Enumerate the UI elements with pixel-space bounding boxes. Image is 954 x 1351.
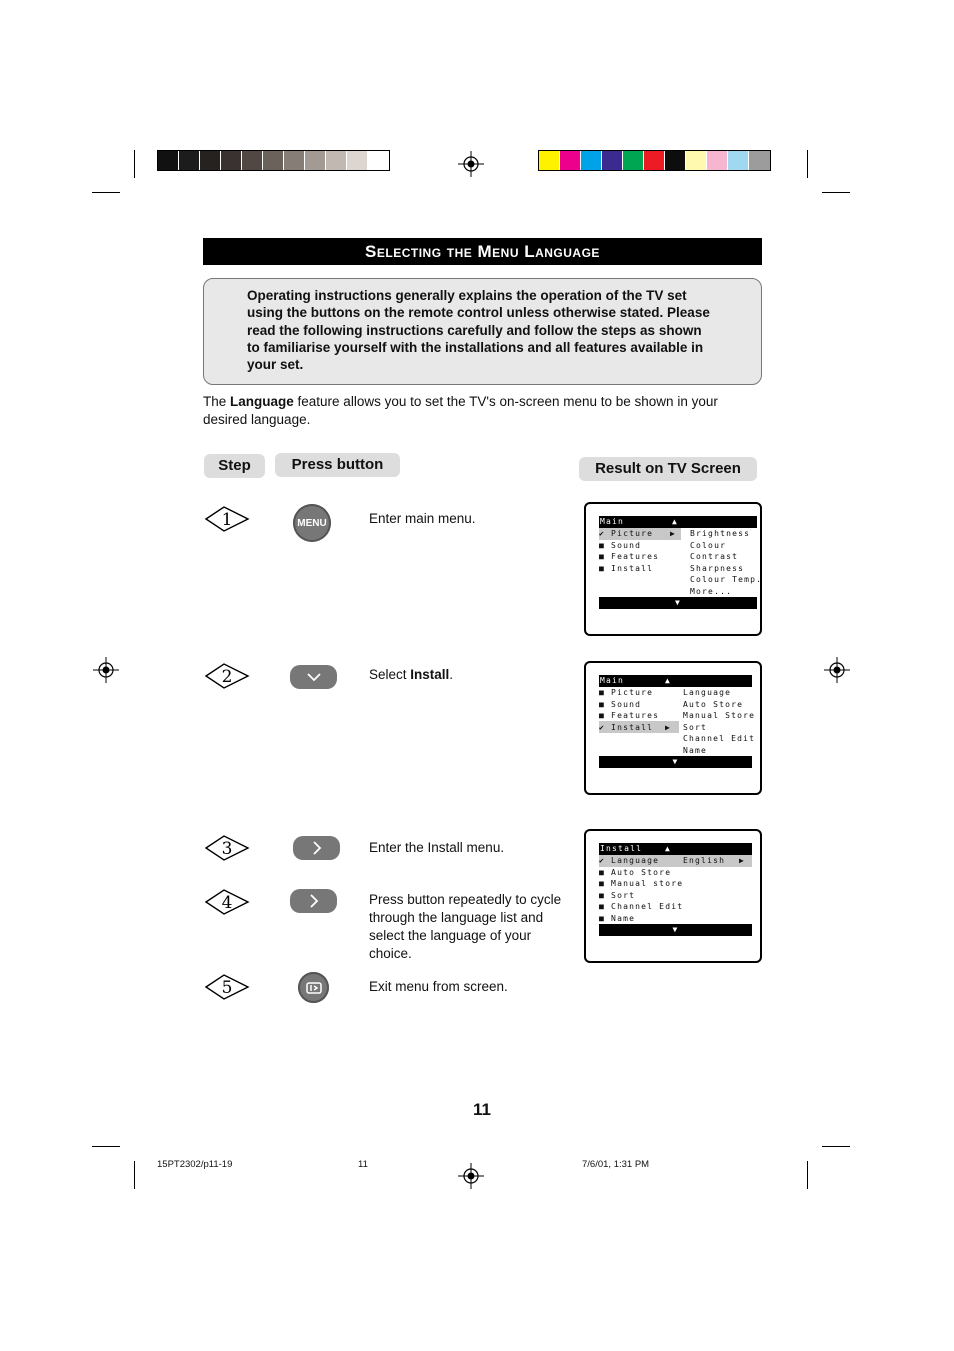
color-swatch bbox=[179, 151, 200, 170]
color-swatch bbox=[560, 151, 581, 170]
color-swatch bbox=[539, 151, 560, 170]
step-number-5 bbox=[204, 972, 250, 1002]
up-arrow-icon: ▲ bbox=[672, 517, 679, 526]
tv-screen-install-menu bbox=[584, 829, 762, 963]
color-swatch bbox=[200, 151, 221, 170]
up-arrow-icon: ▲ bbox=[665, 676, 672, 685]
exit-menu-icon bbox=[306, 981, 322, 995]
svg-text:3: 3 bbox=[221, 839, 233, 859]
right-button bbox=[293, 836, 340, 860]
color-swatch bbox=[158, 151, 179, 170]
color-swatch bbox=[665, 151, 686, 170]
color-swatch bbox=[728, 151, 749, 170]
intro-text: Operating instructions generally explains the operation of the TV set using the buttons on the remote control unless otherwise stated. Please read the following instructions carefully and follow the steps as shown to familiarise yourself with the installations and all features available in your set. bbox=[247, 288, 710, 373]
crop-mark bbox=[92, 192, 120, 193]
down-arrow-icon: ▼ bbox=[599, 597, 757, 609]
color-swatch bbox=[242, 151, 263, 170]
osd-header: Main ▲ bbox=[599, 516, 757, 528]
step-3-text: Enter the Install menu. bbox=[369, 840, 505, 855]
color-swatch bbox=[623, 151, 644, 170]
osd-left-column: ■ Picture ■ Sound ■ Features ✔ Install bbox=[599, 688, 660, 732]
chevron-right-icon bbox=[308, 893, 320, 909]
registration-mark-icon bbox=[458, 151, 484, 177]
osd-header: Main ▲ bbox=[599, 675, 752, 687]
color-swatch bbox=[347, 151, 368, 170]
color-swatch bbox=[602, 151, 623, 170]
registration-mark-icon bbox=[824, 657, 850, 683]
color-swatch bbox=[707, 151, 728, 170]
right-arrow-icon: ▶ bbox=[665, 723, 672, 732]
color-swatch bbox=[221, 151, 242, 170]
crop-mark bbox=[822, 192, 850, 193]
chevron-right-icon bbox=[311, 840, 323, 856]
grayscale-color-bar bbox=[157, 150, 390, 171]
up-arrow-icon: ▲ bbox=[665, 844, 672, 853]
step-number-1 bbox=[204, 504, 250, 534]
crop-mark bbox=[134, 1161, 135, 1189]
exit-button bbox=[298, 972, 329, 1003]
color-swatch bbox=[368, 151, 389, 170]
color-swatch bbox=[749, 151, 770, 170]
right-arrow-icon: ▶ bbox=[670, 529, 677, 538]
language-description bbox=[203, 393, 763, 429]
color-swatch bbox=[644, 151, 665, 170]
down-button bbox=[290, 665, 337, 689]
result-header: Result on TV Screen bbox=[579, 457, 757, 481]
footer-filename: 15PT2302/p11-19 bbox=[157, 1159, 233, 1170]
tv-screen-main-install bbox=[584, 661, 762, 795]
press-button-header: Press button bbox=[275, 453, 400, 477]
registration-mark-icon bbox=[458, 1163, 484, 1189]
footer-date: 7/6/01, 1:31 PM bbox=[582, 1159, 650, 1170]
color-swatch bbox=[686, 151, 707, 170]
osd-language-value: English bbox=[683, 856, 726, 865]
step-number-3 bbox=[204, 833, 250, 863]
chevron-down-icon bbox=[306, 671, 322, 683]
color-swatch bbox=[581, 151, 602, 170]
crop-mark bbox=[822, 1146, 850, 1147]
description-keyword: Language bbox=[230, 394, 294, 409]
osd-left-column: ✔ Language ■ Auto Store ■ Manual store ■ Sort ■ Channel Edit ■ Name bbox=[599, 856, 684, 923]
step-4-text: Press button repeatedly to cycle through the language list and select the language of your choice. bbox=[369, 892, 562, 961]
osd-right-column: Language Auto Store Manual Store Sort Channel Edit Name bbox=[683, 688, 756, 755]
description-text: The bbox=[203, 394, 231, 409]
crop-mark bbox=[807, 1161, 808, 1189]
step-2-text: Select Install. bbox=[369, 667, 454, 682]
menu-button: MENU bbox=[293, 504, 331, 542]
crop-mark bbox=[92, 1146, 120, 1147]
osd-right-column: Brightness Colour Contrast Sharpness Colour Temp. More... bbox=[690, 529, 763, 596]
right-arrow-icon: ▶ bbox=[739, 856, 746, 865]
intro-box bbox=[203, 278, 762, 385]
down-arrow-icon: ▼ bbox=[599, 924, 752, 936]
osd-left-column: ✔ Picture ■ Sound ■ Features ■ Install bbox=[599, 529, 660, 573]
osd-header: Install ▲ bbox=[599, 843, 752, 855]
step-number-4 bbox=[204, 887, 250, 917]
svg-text:5: 5 bbox=[221, 978, 233, 998]
svg-text:1: 1 bbox=[221, 510, 233, 530]
color-swatch bbox=[263, 151, 284, 170]
step-5-text: Exit menu from screen. bbox=[369, 979, 508, 994]
color-swatch bbox=[305, 151, 326, 170]
registration-mark-icon bbox=[93, 657, 119, 683]
page-number: 11 bbox=[473, 1100, 491, 1119]
svg-text:4: 4 bbox=[221, 893, 233, 913]
color-swatch bbox=[284, 151, 305, 170]
right-button bbox=[290, 889, 337, 913]
tv-screen-main-menu bbox=[584, 502, 762, 636]
crop-mark bbox=[807, 150, 808, 178]
step-1-text: Enter main menu. bbox=[369, 511, 476, 526]
down-arrow-icon: ▼ bbox=[599, 756, 752, 768]
description-text: feature allows you to set the TV's on-screen menu to be shown in your desired language. bbox=[203, 394, 718, 427]
page-title: Selecting the Menu Language bbox=[203, 238, 762, 265]
svg-text:2: 2 bbox=[221, 667, 233, 687]
footer-page: 11 bbox=[358, 1159, 368, 1170]
color-swatch bbox=[326, 151, 347, 170]
step-header: Step bbox=[204, 454, 265, 478]
crop-mark bbox=[134, 150, 135, 178]
step-number-2 bbox=[204, 661, 250, 691]
process-color-bar bbox=[538, 150, 771, 171]
